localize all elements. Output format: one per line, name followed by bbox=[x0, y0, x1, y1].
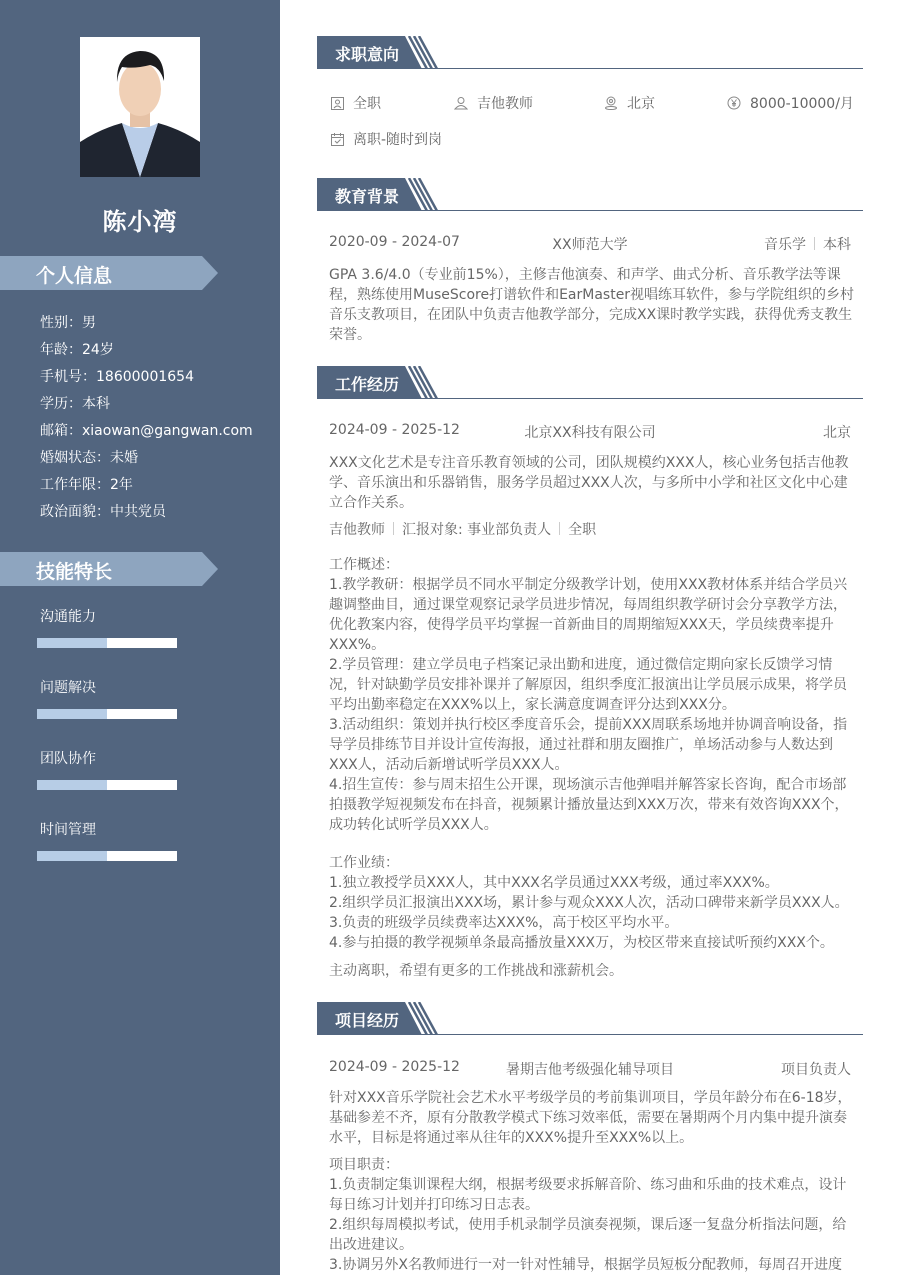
education-degree: 本科 bbox=[823, 237, 851, 253]
work-overview-item: 3.活动组织：策划并执行校区季度音乐会，提前XXX周联系场地并协调音响设备，指导学员排练节目并设计宣传海报，通过社群和朋友圈推广，单场活动参与人数达到XXX人，活动后新增试听学员XXX人。 bbox=[329, 717, 848, 773]
project-role: 项目负责人 bbox=[781, 1062, 851, 1078]
skill-item bbox=[37, 819, 177, 890]
work-summary-row bbox=[329, 422, 851, 442]
skill-name: 沟通能力 bbox=[40, 609, 96, 625]
portrait-icon bbox=[80, 37, 200, 177]
info-education: 学历：本科 bbox=[40, 396, 110, 412]
info-political-status: 政治面貌：中共党员 bbox=[40, 504, 166, 520]
project-duty-item: 3.协调另外X名教师进行一对一针对性辅导，根据学员短板分配教师，每周召开进度 bbox=[329, 1257, 842, 1273]
work-achievement-item: 1.独立教授学员XXX人，其中XXX名学员通过XXX考级，通过率XXX%。 bbox=[329, 875, 779, 891]
work-report-to: 汇报对象: 事业部负责人 bbox=[402, 522, 552, 538]
section-tab-skills bbox=[0, 552, 218, 586]
work-overview-item: 2.学员管理：建立学员电子档案记录出勤和进度，通过微信定期向家长反馈学习情况，针对缺勤学员安排补课并了解原因，组织季度汇报演出让学员展示成果，将学员平均出勤率稳定在XXX%以上，家长满意度调查评分达到XXX分。 bbox=[329, 657, 847, 713]
work-period: 2024-09 - 2025-12 bbox=[329, 422, 460, 438]
info-work-years: 工作年限：2年 bbox=[40, 477, 133, 493]
intent-salary bbox=[727, 93, 854, 113]
info-phone: 手机号：18600001654 bbox=[40, 369, 194, 385]
skill-level-fill bbox=[37, 638, 107, 648]
intent-position bbox=[454, 93, 533, 113]
info-marital-status: 婚姻状态：未婚 bbox=[40, 450, 138, 466]
education-summary-row bbox=[329, 234, 851, 254]
project-duty-item: 1.负责制定集训课程大纲，根据考级要求拆解音阶、练习曲和乐曲的技术难点，设计每日练习计划并打印练习日志表。 bbox=[329, 1177, 847, 1213]
skill-name: 时间管理 bbox=[40, 822, 96, 838]
skill-item bbox=[37, 748, 177, 819]
skill-item bbox=[37, 606, 177, 677]
intent-availability bbox=[331, 129, 442, 149]
work-overview-item: 1.教学教研：根据学员不同水平制定分级教学计划，使用XXX教材体系并结合学员兴趣调整曲目，通过课堂观察记录学员进步情况，每周组织教学研讨会分享教学方法，优化教案内容，使得学员平均掌握一首新曲目的周期缩短XXX天，学员续费率提升XXX%。 bbox=[329, 577, 848, 653]
sidebar bbox=[0, 0, 280, 1275]
work-overview bbox=[329, 555, 859, 835]
intent-availability-value: 离职-随时到岗 bbox=[353, 132, 443, 148]
project-summary-row bbox=[329, 1059, 851, 1079]
personal-info-title: 个人信息 bbox=[36, 265, 113, 287]
project-name: 暑期吉他考级强化辅导项目 bbox=[506, 1062, 674, 1078]
skill-level-bar bbox=[37, 638, 177, 648]
work-role: 吉他教师 bbox=[329, 522, 385, 538]
section-header-job-intent bbox=[317, 36, 863, 69]
project-duty-item: 2.组织每周模拟考试，使用手机录制学员演奏视频，课后逐一复盘分析指法问题，给出改进建议。 bbox=[329, 1217, 847, 1253]
intent-city-value: 北京 bbox=[627, 96, 655, 112]
intent-job-type-value: 全职 bbox=[353, 96, 381, 112]
work-company: 北京XX科技有限公司 bbox=[524, 425, 656, 441]
skill-level-fill bbox=[37, 851, 107, 861]
skill-level-fill bbox=[37, 709, 107, 719]
project-description: 针对XXX音乐学院社会艺术水平考级学员的考前集训项目，学员年龄分布在6-18岁，基础参差不齐，原有分散教学模式下练习效率低，需要在暑期两个月内集中提升演奏水平，目标是将通过率从往年的XXX%提升至XXX%以上。 bbox=[329, 1090, 852, 1146]
calendar-icon bbox=[331, 133, 344, 146]
section-title: 工作经历 bbox=[335, 375, 400, 394]
work-job-type: 全职 bbox=[568, 522, 597, 538]
work-overview-title: 工作概述： bbox=[329, 557, 399, 573]
education-description: GPA 3.6/4.0（专业前15%），主修吉他演奏、和声学、曲式分析、音乐教学法等课程，熟练使用MuseScore打谱软件和EarMaster视唱练耳软件，参与学院组织的乡村音乐支教项目，在团队中负责吉他教学部分，完成XX课时教学实践，获得优秀支教生荣誉。 bbox=[329, 267, 855, 343]
section-title: 求职意向 bbox=[335, 45, 400, 64]
person-icon bbox=[454, 96, 468, 110]
project-period: 2024-09 - 2025-12 bbox=[329, 1059, 460, 1075]
section-header-project bbox=[317, 1002, 863, 1035]
work-company-description: XXX文化艺术是专注音乐教育领域的公司，团队规模约XXX人，核心业务包括吉他教学、音乐演出和乐器销售，服务学员超过XXX人次，与多所中小学和社区文化中心建立合作关系。 bbox=[329, 455, 849, 511]
id-card-icon bbox=[331, 97, 344, 110]
separator bbox=[814, 237, 815, 250]
intent-city bbox=[604, 93, 655, 113]
work-achievement-item: 3.负责的班级学员续费率达XXX%，高于校区平均水平。 bbox=[329, 915, 679, 931]
project-duties-title: 项目职责： bbox=[329, 1157, 399, 1173]
education-major-degree bbox=[764, 234, 851, 254]
education-major: 音乐学 bbox=[764, 237, 806, 253]
work-achievements bbox=[329, 853, 859, 953]
separator bbox=[393, 522, 394, 535]
skill-name: 问题解决 bbox=[40, 680, 96, 696]
section-title: 教育背景 bbox=[335, 187, 400, 206]
skill-level-bar bbox=[37, 780, 177, 790]
skill-level-fill bbox=[37, 780, 107, 790]
work-achievement-item: 4.参与拍摄的教学视频单条最高播放量XXX万，为校区带来直接试听预约XXX个。 bbox=[329, 935, 834, 951]
work-role-row bbox=[329, 520, 859, 540]
intent-salary-value: 8000-10000/月 bbox=[750, 96, 854, 112]
section-header-work bbox=[317, 366, 863, 399]
yen-coin-icon bbox=[727, 96, 741, 110]
work-city: 北京 bbox=[823, 425, 851, 441]
skill-item bbox=[37, 677, 177, 748]
education-school: XX师范大学 bbox=[552, 237, 628, 253]
skills-list bbox=[37, 606, 177, 890]
intent-position-value: 吉他教师 bbox=[477, 96, 533, 112]
work-achievement-item: 2.组织学员汇报演出XXX场，累计参与观众XXX人次，活动口碑带来新学员XXX人。 bbox=[329, 895, 849, 911]
info-age: 年龄：24岁 bbox=[40, 342, 114, 358]
skill-level-bar bbox=[37, 851, 177, 861]
section-title: 项目经历 bbox=[335, 1011, 400, 1030]
info-email: 邮箱：xiaowan@gangwan.com bbox=[40, 423, 253, 439]
work-overview-item: 4.招生宣传：参与周末招生公开课，现场演示吉他弹唱并解答家长咨询，配合市场部拍摄教学短视频发布在抖音，视频累计播放量达到XXX万次，带来有效咨询XXX个，成功转化试听学员XXX人。 bbox=[329, 777, 849, 833]
personal-info-list bbox=[40, 310, 253, 526]
skill-name: 团队协作 bbox=[40, 751, 96, 767]
section-header-education bbox=[317, 178, 863, 211]
skill-level-bar bbox=[37, 709, 177, 719]
project-duties bbox=[329, 1155, 859, 1275]
info-gender: 性别：男 bbox=[40, 315, 96, 331]
education-period: 2020-09 - 2024-07 bbox=[329, 234, 460, 250]
location-pin-icon bbox=[604, 96, 618, 110]
work-leave-reason: 主动离职，希望有更多的工作挑战和涨薪机会。 bbox=[329, 963, 623, 979]
intent-job-type bbox=[331, 93, 381, 113]
candidate-name: 陈小湾 bbox=[102, 208, 178, 236]
section-tab-personal-info bbox=[0, 256, 218, 290]
work-achievements-title: 工作业绩： bbox=[329, 855, 399, 871]
separator bbox=[559, 522, 560, 535]
avatar-photo bbox=[80, 37, 200, 177]
skills-title: 技能特长 bbox=[36, 561, 113, 583]
